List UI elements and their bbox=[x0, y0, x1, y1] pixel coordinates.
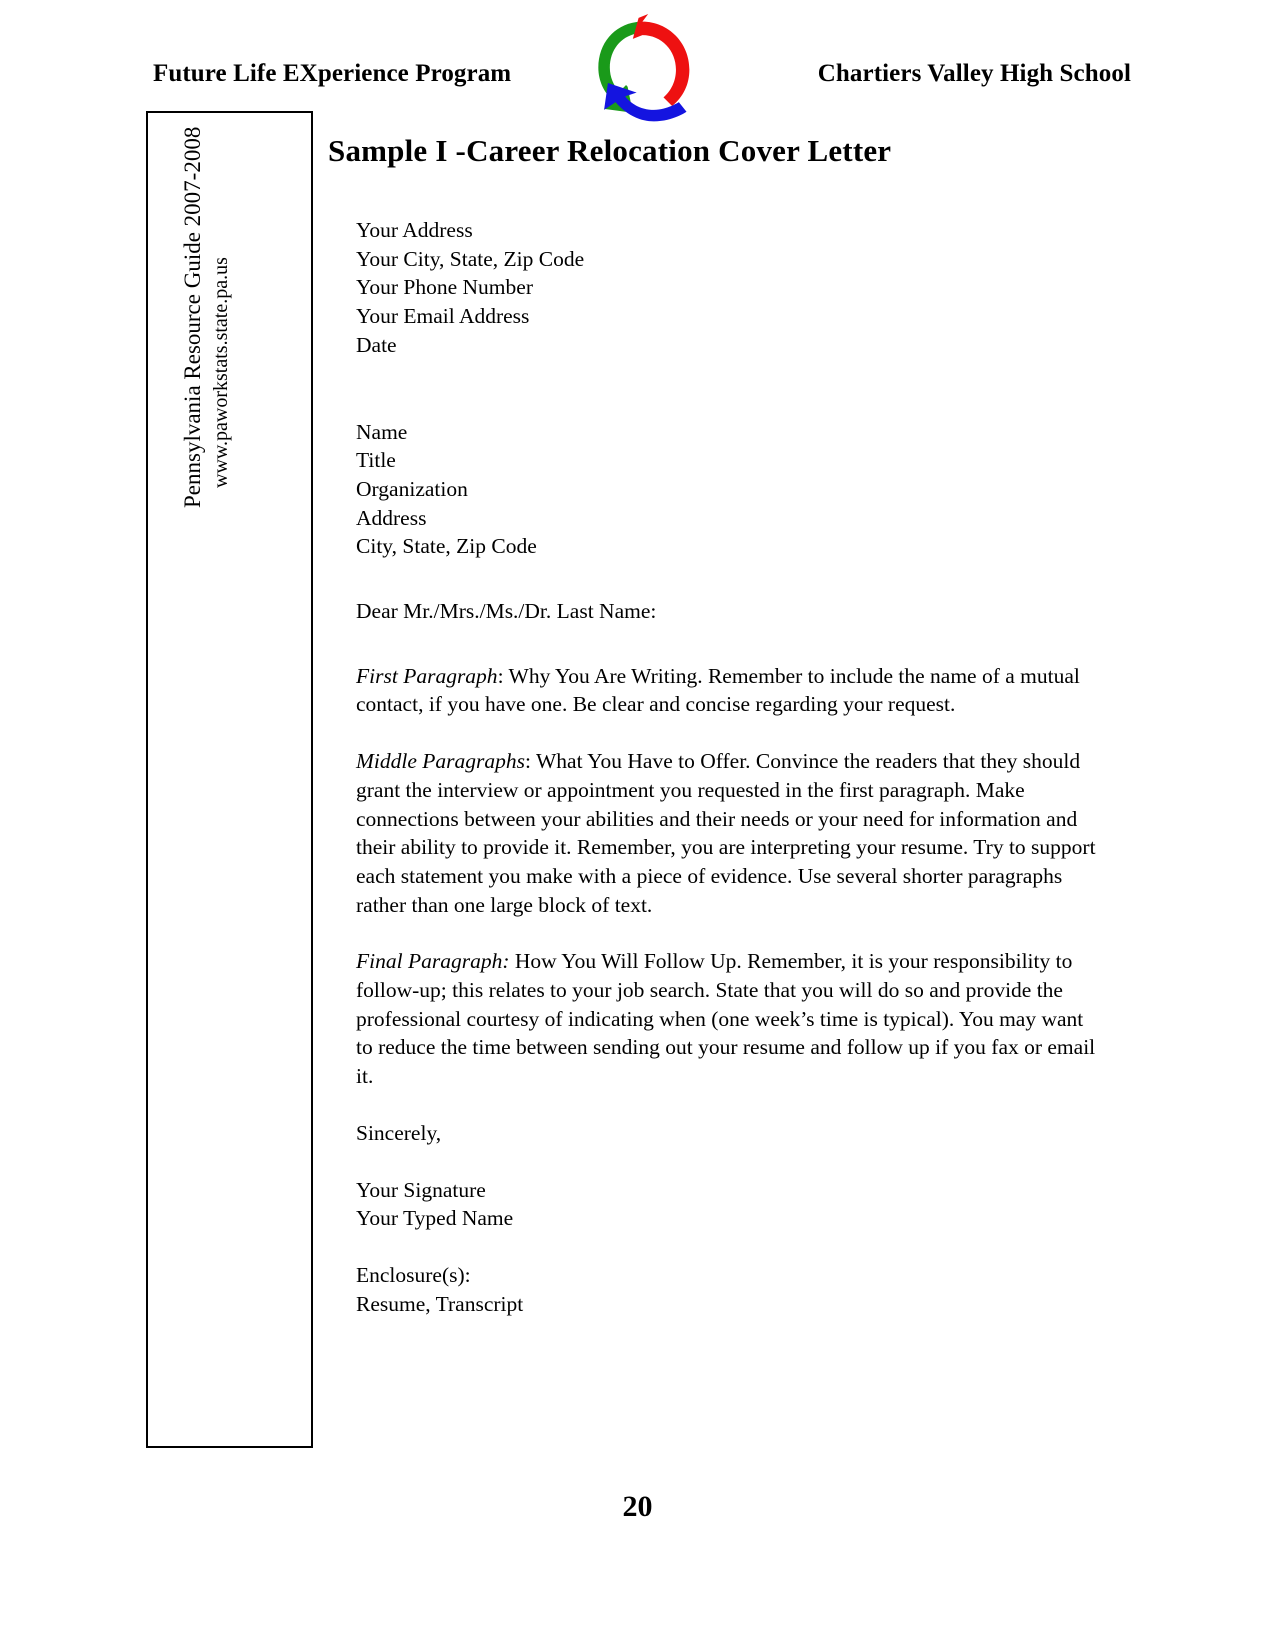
sender-line: Date bbox=[356, 332, 397, 357]
spacer bbox=[356, 919, 1096, 947]
paragraph-text: Why You Are Writing. Remember to include the name of a mutual contact, if you have one. Be clear and concise regarding your request. bbox=[356, 663, 1080, 717]
recipient-line: City, State, Zip Code bbox=[356, 534, 537, 559]
closing-salutation: Sincerely, bbox=[356, 1120, 442, 1145]
paragraph-lead-suffix: : bbox=[525, 749, 531, 774]
resource-guide-label: Pennsylvania Resource Guide 2007-2008 bbox=[180, 126, 205, 508]
signature-block bbox=[356, 1176, 1096, 1233]
resource-guide-url[interactable]: www.paworkstats.state.pa.us bbox=[210, 257, 232, 488]
enclosure-items: Resume, Transcript bbox=[356, 1291, 524, 1316]
school-title: Chartiers Valley High School bbox=[817, 60, 1131, 87]
spacer bbox=[356, 1148, 1096, 1176]
spacer bbox=[356, 1091, 1096, 1119]
sender-line: Your Email Address bbox=[356, 304, 530, 329]
recipient-line: Address bbox=[356, 505, 427, 530]
signature-line: Your Signature bbox=[356, 1177, 486, 1202]
paragraph-final bbox=[356, 947, 1096, 1091]
enclosure-block bbox=[356, 1261, 1096, 1318]
spacer bbox=[356, 719, 1096, 747]
recipient-address-block bbox=[356, 418, 1096, 562]
recipient-line: Name bbox=[356, 419, 408, 444]
recipient-line: Organization bbox=[356, 476, 468, 501]
spacer bbox=[356, 626, 1096, 662]
spacer bbox=[356, 1233, 1096, 1261]
sidebar-box bbox=[146, 111, 313, 1448]
spacer bbox=[356, 360, 1096, 418]
sender-line: Your City, State, Zip Code bbox=[356, 246, 585, 271]
signature-line: Your Typed Name bbox=[356, 1206, 514, 1231]
spacer bbox=[356, 561, 1096, 597]
paragraph-text: How You Will Follow Up. Remember, it is your responsibility to follow-up; this relates to your job search. State that you will do so and provide the professional courtesy of indicating when (one week’s time is typical). You may want to reduce the time between sending out your resume and follow up if you fax or email it. bbox=[356, 949, 1096, 1089]
paragraph-text: What You Have to Offer. Convince the readers that they should grant the interview or appointment you requested in the first paragraph. Make connections between your abilities and their needs or your need for information and their ability to provide it. Remember, you are interpreting your resume. Try to support each statement you make with a piece of evidence. Use several shorter paragraphs rather than one large block of text. bbox=[356, 749, 1096, 917]
page-number: 20 bbox=[622, 1490, 653, 1523]
paragraph-lead: Middle Paragraphs bbox=[356, 749, 526, 774]
program-title: Future Life EXperience Program bbox=[153, 60, 512, 87]
letter-body bbox=[356, 216, 1096, 1318]
sender-line: Your Address bbox=[356, 218, 473, 242]
sender-address-block bbox=[356, 216, 1096, 360]
sidebar-vertical-text bbox=[148, 113, 311, 1446]
paragraph-lead: First Paragraph bbox=[356, 663, 498, 688]
paragraph-lead: Final Paragraph: bbox=[356, 949, 510, 974]
sender-line: Your Phone Number bbox=[356, 275, 533, 300]
paragraph-middle bbox=[356, 747, 1096, 919]
paragraph-first bbox=[356, 662, 1096, 719]
enclosure-label: Enclosure(s): bbox=[356, 1262, 471, 1287]
paragraph-lead-suffix: : bbox=[497, 663, 504, 688]
recycle-arrows-logo bbox=[583, 14, 698, 129]
page-title: Sample I -Career Relocation Cover Letter bbox=[328, 133, 892, 168]
recipient-line: Title bbox=[356, 448, 396, 473]
salutation: Dear Mr./Mrs./Ms./Dr. Last Name: bbox=[356, 599, 657, 624]
